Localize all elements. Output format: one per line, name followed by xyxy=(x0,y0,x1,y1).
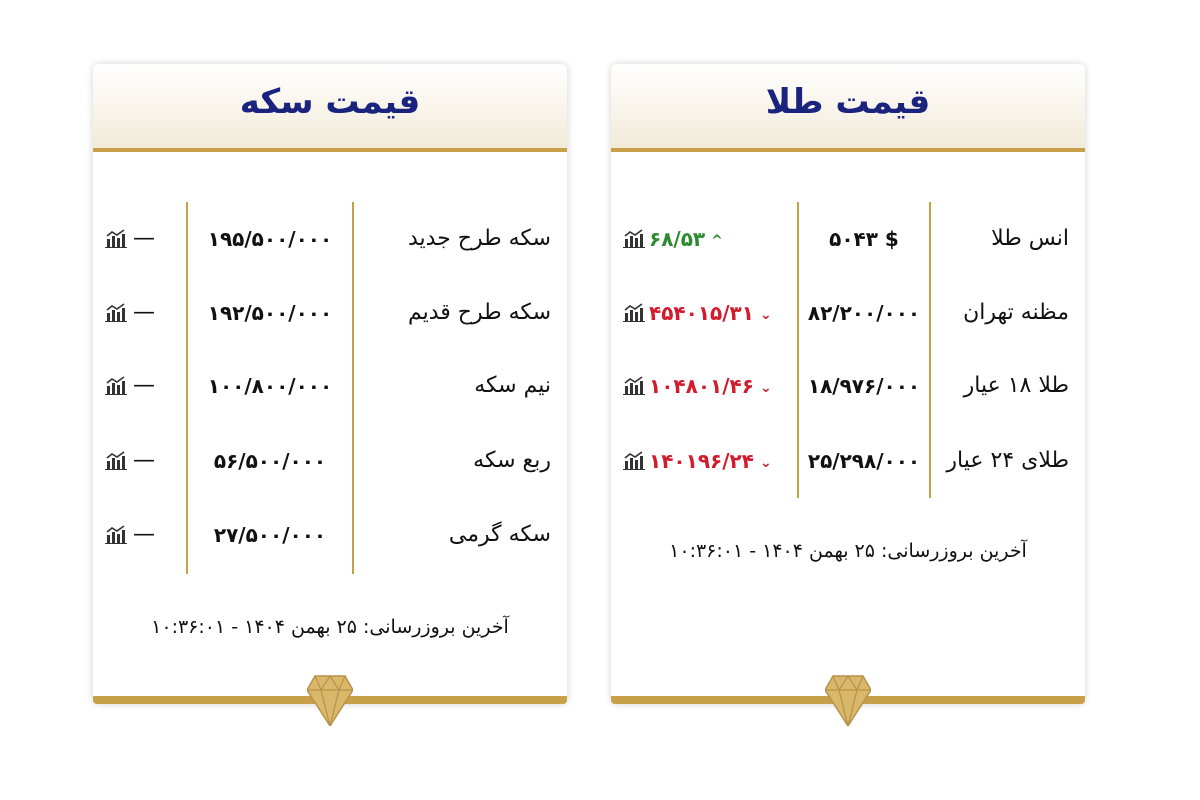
chart-icon[interactable] xyxy=(623,450,645,470)
item-price: ۱۹۵/۵۰۰/۰۰۰ xyxy=(207,227,333,251)
item-name: سکه طرح جدید xyxy=(407,226,551,251)
change-value xyxy=(649,219,789,259)
change-value: — xyxy=(133,373,155,398)
chevron-down-icon: ⌄ xyxy=(759,306,772,323)
price-row xyxy=(93,515,567,555)
last-update-text: آخرین بروزرسانی: ۲۵ بهمن ۱۴۰۴ - ۱۰:۳۶:۰۱ xyxy=(669,540,1027,562)
item-name: سکه طرح قدیم xyxy=(407,300,551,325)
item-name: طلا ۱۸ عیار xyxy=(963,373,1069,398)
chart-icon[interactable] xyxy=(105,375,127,395)
change-value: — xyxy=(133,522,155,547)
change-value xyxy=(649,366,789,406)
change-value xyxy=(649,293,789,333)
item-price: ۵۰۴۳ $ xyxy=(829,227,899,251)
change-text: ۱۰۴۸۰۱/۴۶ xyxy=(649,374,754,398)
change-value: — xyxy=(133,226,155,251)
price-row xyxy=(611,219,1085,259)
chart-icon[interactable] xyxy=(623,228,645,248)
change-text: ۶۸/۵۳ xyxy=(649,227,706,251)
card-header xyxy=(611,64,1085,152)
chart-icon[interactable] xyxy=(105,524,127,544)
price-row xyxy=(93,219,567,259)
gold-price-card xyxy=(611,64,1085,704)
coin-price-card xyxy=(93,64,567,704)
item-price: ۱۰۰/۸۰۰/۰۰۰ xyxy=(207,374,333,398)
chevron-up-icon: ^ xyxy=(711,232,723,249)
change-text: ۴۵۴۰۱۵/۳۱ xyxy=(649,301,754,325)
card-title: قیمت سکه xyxy=(239,82,421,122)
price-row xyxy=(93,441,567,481)
change-value xyxy=(649,441,789,481)
chart-icon[interactable] xyxy=(105,302,127,322)
item-price: ۲۷/۵۰۰/۰۰۰ xyxy=(213,523,327,547)
item-price: ۵۶/۵۰۰/۰۰۰ xyxy=(213,449,327,473)
diamond-icon xyxy=(307,672,353,726)
chart-icon[interactable] xyxy=(623,375,645,395)
chart-icon[interactable] xyxy=(105,450,127,470)
item-price: ۱۹۲/۵۰۰/۰۰۰ xyxy=(207,301,333,325)
chart-icon[interactable] xyxy=(623,302,645,322)
change-text: ۱۴۰۱۹۶/۲۴ xyxy=(649,449,754,473)
price-row xyxy=(611,366,1085,406)
last-update-text: آخرین بروزرسانی: ۲۵ بهمن ۱۴۰۴ - ۱۰:۳۶:۰۱ xyxy=(151,616,509,638)
chart-icon[interactable] xyxy=(105,228,127,248)
item-name: نیم سکه xyxy=(474,373,551,398)
item-name: طلای ۲۴ عیار xyxy=(946,448,1069,473)
price-row xyxy=(611,441,1085,481)
card-title: قیمت طلا xyxy=(765,82,931,122)
price-row xyxy=(93,366,567,406)
item-name: مظنه تهران xyxy=(963,300,1069,325)
item-price: ۲۵/۲۹۸/۰۰۰ xyxy=(807,449,921,473)
item-name: انس طلا xyxy=(991,226,1069,251)
change-value: — xyxy=(133,300,155,325)
change-value: — xyxy=(133,448,155,473)
price-row xyxy=(611,293,1085,333)
chevron-down-icon: ⌄ xyxy=(759,454,772,471)
chevron-down-icon: ⌄ xyxy=(759,379,772,396)
item-price: ۸۲/۲۰۰/۰۰۰ xyxy=(807,301,921,325)
item-name: ربع سکه xyxy=(473,448,551,473)
card-header xyxy=(93,64,567,152)
item-name: سکه گرمی xyxy=(448,522,551,547)
diamond-icon xyxy=(825,672,871,726)
price-row xyxy=(93,293,567,333)
item-price: ۱۸/۹۷۶/۰۰۰ xyxy=(807,374,921,398)
